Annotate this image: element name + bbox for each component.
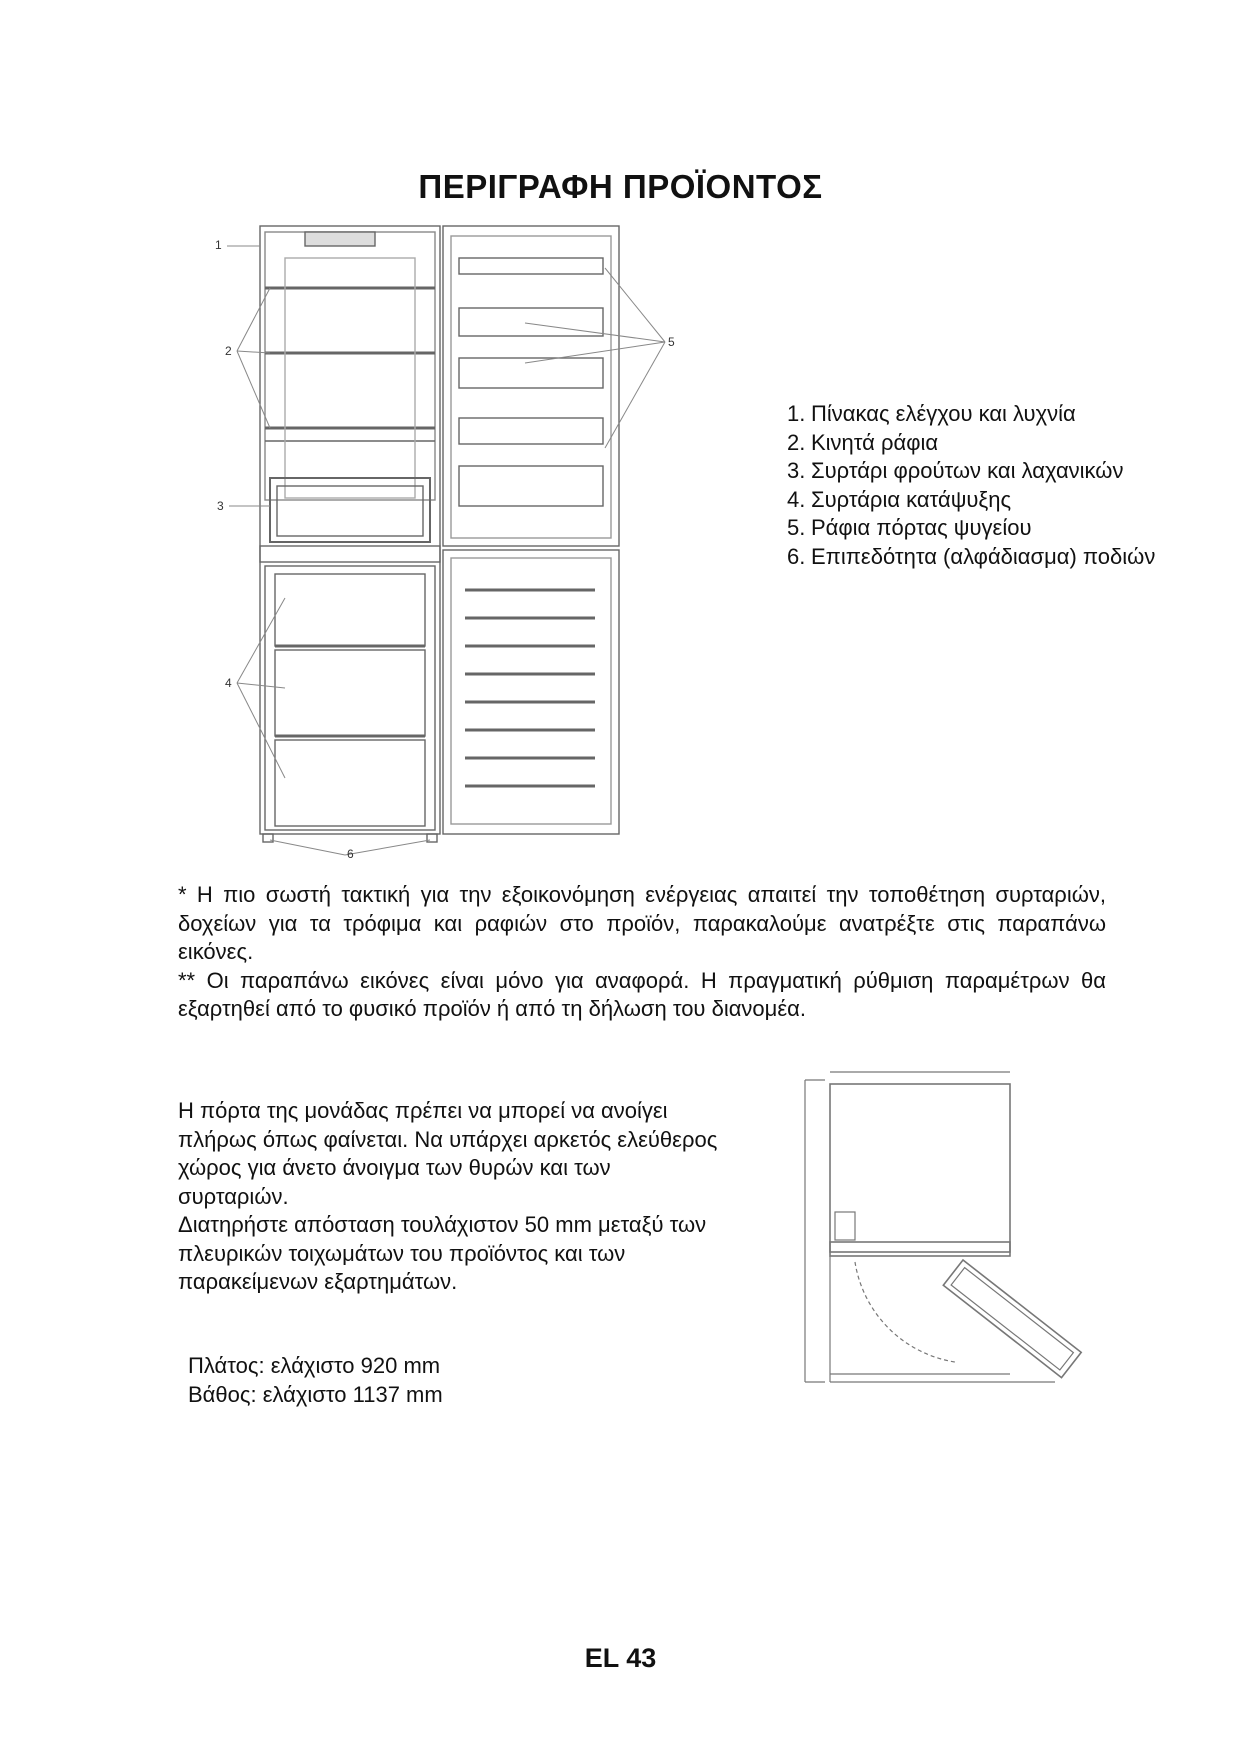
callout-6: 6 — [347, 847, 354, 858]
callout-1: 1 — [215, 238, 222, 252]
min-width: Πλάτος: ελάχιστο 920 mm — [188, 1353, 441, 1378]
notes — [178, 881, 1106, 1024]
door-clearance-diagram — [775, 1062, 1095, 1392]
callout-2: 2 — [225, 344, 232, 358]
page-number: EL 43 — [584, 1643, 657, 1673]
list-item: 6. Επιπεδότητα (αλφάδιασμα) ποδιών — [787, 543, 1156, 569]
clearance-paragraph: Διατηρήστε απόσταση τουλάχιστον 50 mm μεταξύ των πλευρικών τοιχωμάτων του προϊόντος και των παρακείμενων εξαρτημάτων. — [178, 1212, 707, 1294]
list-item: 1. Πίνακας ελέγχου και λυχνία — [787, 401, 1076, 426]
minimum-dimensions — [188, 1352, 443, 1409]
fridge-diagram — [215, 218, 705, 858]
note-energy: * Η πιο σωστή τακτική για την εξοικονόμηση ενέργειας απαιτεί την τοποθέτηση συρταριών, δοχείων για τα τρόφιμα και ραφιών στο προϊόν, παρακαλούμε ανατρέξτε στις παραπάνω εικόνες. — [178, 882, 1106, 964]
list-item: 3. Συρτάρι φρούτων και λαχανικών — [787, 458, 1124, 483]
page-title: ΠΕΡΙΓΡΑΦΗ ΠΡΟΪΟΝΤΟΣ — [418, 168, 823, 205]
callout-5: 5 — [668, 335, 675, 349]
list-item: 2. Κινητά ράφια — [787, 429, 939, 455]
parts-list — [763, 400, 1193, 571]
list-item: 5. Ράφια πόρτας ψυγείου — [787, 515, 1032, 540]
min-depth: Βάθος: ελάχιστο 1137 mm — [188, 1381, 443, 1407]
list-item: 4. Συρτάρια κατάψυξης — [787, 486, 1012, 512]
callout-3: 3 — [217, 499, 224, 513]
door-instructions — [178, 1097, 718, 1297]
note-reference: ** Οι παραπάνω εικόνες είναι μόνο για αναφορά. Η πραγματική ρύθμιση παραμέτρων θα εξαρτηθεί από το φυσικό προϊόν ή από τη δήλωση του διανομέα. — [178, 967, 1106, 1021]
door-paragraph: Η πόρτα της μονάδας πρέπει να μπορεί να ανοίγει πλήρως όπως φαίνεται. Να υπάρχει αρκετός ελεύθερος χώρος για άνετο άνοιγμα των θυρών και των συρταριών. — [178, 1098, 718, 1209]
callout-4: 4 — [225, 676, 232, 690]
